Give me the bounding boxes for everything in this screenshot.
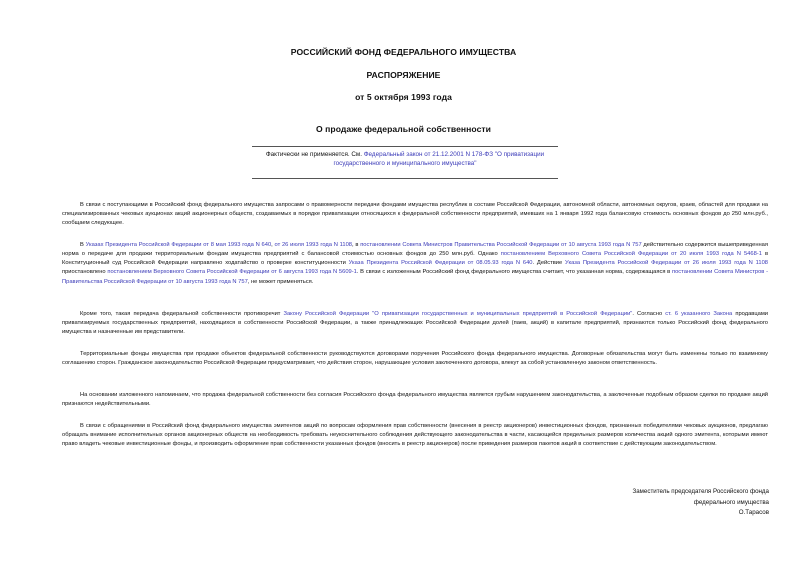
link-decree-1108-full[interactable]: Указа Президента Российской Федерации от 26 июля 1993 года N 1108 [565,260,769,267]
paragraph-6 [62,422,768,449]
document-type: РАСПОРЯЖЕНИЕ [366,70,441,80]
link-decree-640[interactable]: Указах Президента Российской Федерации от 8 мая 1993 года N 640 [85,242,272,248]
signature-name: О.Тарасов [738,509,769,517]
paragraph-text: . В связи с изложенным Российский фонд федерального имущества считает, что указанная норма, содержащаяся в [356,269,672,276]
paragraph-4 [62,350,768,368]
link-resolution-5468[interactable]: постановлением Верховного Совета Российской Федерации от 20 июля 1993 года N 5468-1 [500,251,762,258]
paragraph-text: В связи с поступающими в Российский фонд федерального имущества запросами о правомерности передачи фондами имущества республик в составе Российской Федерации, автономной области, автономных округов, краев, областей для продажи на специализированных чековых аукционах акций акционерных обществ, создаваемых в порядке приватизации относящихся к федеральной собственности предприятий, имевших на 1 января 1992 года балансовую стоимость основных фондов до 250 млн.руб., сообщаем следующее. [62,202,768,227]
document-date: от 5 октября 1993 года [355,92,452,102]
paragraph-text: , [271,242,275,248]
link-decree-640-short[interactable]: Указа Президента Российской Федерации от 08.05.93 года N 640 [348,260,533,267]
status-notice [252,150,558,168]
notice-bottom-rule [252,178,558,179]
paragraph-text: . Действие [532,260,566,267]
link-resolution-5609[interactable]: постановлением Верховного Совета Российской Федерации от 6 августа 1993 года N 5609-1 [107,269,357,276]
signature-position: Заместитель председателя Российского фонда [632,488,769,495]
link-resolution-757[interactable]: постановлении Совета Министров Правительства Российской Федерации от 10 августа 1993 года N 757 [360,242,642,248]
paragraph-2 [62,241,768,287]
paragraph-text: Территориальные фонды имущества при продаже объектов федеральной собственности руководствуются договорами поручения Российского фонда федерального имущества. Договорные обязательства могут быть изменены только по взаимному соглашению сторон. Гражданское законодательство Российской Федерации предусматривает, что действия сторон, нарушающие условия заключенного договора, влекут за собой установленную законом ответственность. [62,351,768,367]
link-resolution-757-full[interactable]: постановлении Совета Министров - Правительства Российской Федерации от 10 августа 1993 года N 757 [62,269,768,285]
notice-text: Фактически не применяется. См. [265,151,364,158]
link-privatization-law[interactable]: Закону Российской Федерации "О приватизации государственных и муниципальных предприятий в Российской Федерации" [283,311,633,317]
signature-block [469,487,769,519]
paragraph-text: На основании изложенного напоминаем, что продажа федеральной собственности без согласия Российского фонда федерального имущества является грубым нарушением законодательства, а заключенные подобным образом сделки по продаже акций признаются недействительными. [62,392,768,408]
org-title: РОССИЙСКИЙ ФОНД ФЕДЕРАЛЬНОГО ИМУЩЕСТВА [290,47,517,57]
paragraph-text: , в [352,242,361,248]
paragraph-text: , не может применяться. [247,278,314,285]
notice-law-link[interactable]: Федеральный закон от 21.12.2001 N 178-ФЗ "О приватизации государственного и муниципального имущества" [333,151,545,167]
paragraph-text: Кроме того, такая передача федеральной собственности противоречит [80,311,284,317]
signature-organization: федерального имущества [693,498,769,506]
paragraph-text: В связи с обращениями в Российский фонд федерального имущества эмитентов акций по вопросам оформления прав собственности (внесения в реестр акционеров) инвестиционных фондов, признанных победителями чековых аукционов, предлагаю обращать внимание исполнительных органов акционерных обществ на необходимость требовать неукоснительного соблюдения действующего законодательства в части, касающейся предельных размеров количества акций одного эмитента, которыми имеют право владеть чековые инвестиционные фонды, и производить оформление прав собственности указанных фондов (вносить в реестр акционеров) после приведения размеров пакетов акций в соответствие с действующим законодательством. [62,423,768,448]
paragraph-text: в Конституционный суд Российской Федерации направлено ходатайство о проверке конституционности [62,251,768,267]
paragraph-text: приостановлено [62,269,108,276]
paragraph-text: действительно содержится вышеприведенная норма о передаче для продажи территориальным фондам имущества предприятий с балансовой стоимостью основных фондов до 250 млн.руб. Однако [62,242,768,258]
paragraph-text: В [80,242,86,248]
paragraph-5 [62,391,768,409]
paragraph-1 [62,201,768,228]
paragraph-3 [62,310,768,337]
link-article-6[interactable]: ст. 6 указанного Закона [665,311,733,317]
notice-top-rule [252,146,558,147]
link-decree-1108[interactable]: от 26 июля 1993 года N 1108 [274,242,352,248]
paragraph-text: продавцами приватизируемых государственных предприятий, находящихся в собственности Российской Федерации, а также принадлежащих Российской Федерации долей (паев, акций) в капитале предприятий, признаются только Российский фонд федерального имущества и назначенные им представители. [62,311,768,336]
paragraph-text: . Согласно [632,311,666,317]
document-title: О продаже федеральной собственности [315,124,492,134]
